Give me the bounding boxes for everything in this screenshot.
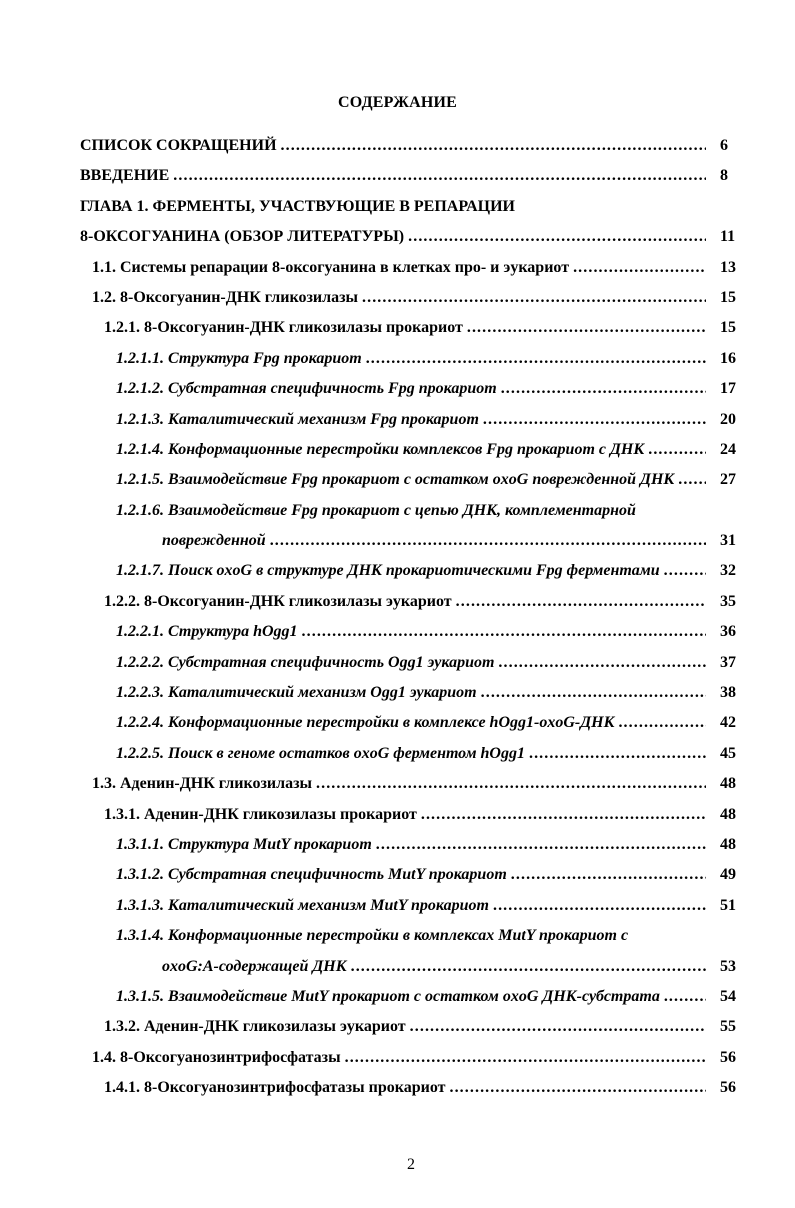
toc-entry xyxy=(92,283,740,313)
toc-page-number: 15 xyxy=(720,319,736,337)
dot-leader xyxy=(410,1012,706,1042)
toc-entry-text: 1.3.1.4. Конформационные перестройки в комплексах MutY прокариот с xyxy=(116,927,629,945)
toc-page-number: 48 xyxy=(720,805,736,823)
dot-leader xyxy=(511,860,706,890)
toc-entry-text: 1.3.1.3. Каталитический механизм MutY прокариот xyxy=(116,896,489,914)
toc-page-number: 48 xyxy=(720,775,736,793)
toc-entry xyxy=(116,739,740,769)
toc-entry-text: 1.2.1.2. Субстратная специфичность Fpg прокариот xyxy=(116,380,497,398)
toc-entry-text: 1.3.1.1. Структура MutY прокариот xyxy=(116,835,372,853)
page-title: СОДЕРЖАНИЕ xyxy=(337,94,458,111)
toc-entry xyxy=(116,648,740,678)
toc-entry xyxy=(80,131,740,161)
toc-entry xyxy=(104,800,740,830)
dot-leader xyxy=(421,800,706,830)
dot-leader xyxy=(302,617,706,647)
toc-page-number: 16 xyxy=(720,349,736,367)
dot-leader xyxy=(281,131,706,161)
dot-leader xyxy=(501,374,706,404)
toc-entry xyxy=(116,921,740,951)
toc-page-number: 27 xyxy=(720,471,736,489)
toc-page-number: 55 xyxy=(720,1018,736,1036)
toc-entry-text: 1.2.1.1. Структура Fpg прокариот xyxy=(116,349,362,367)
dot-leader xyxy=(351,952,706,982)
toc-entry xyxy=(116,830,740,860)
toc-entry xyxy=(80,161,740,191)
dot-leader xyxy=(467,313,706,343)
toc-page-number: 35 xyxy=(720,592,736,610)
toc-entry-text: 1.4.1. 8-Оксогуанозинтрифосфатазы прокариот xyxy=(104,1079,446,1097)
toc-page-number: 45 xyxy=(720,744,736,762)
dot-leader xyxy=(573,253,706,283)
toc-entry xyxy=(116,435,740,465)
toc-page-number: 15 xyxy=(720,288,736,306)
dot-leader xyxy=(483,405,706,435)
toc-entry-text: поврежденной xyxy=(162,532,266,550)
dot-leader xyxy=(173,161,706,191)
toc-page-number: 48 xyxy=(720,835,736,853)
toc-entry-text: 1.3.2. Аденин-ДНК гликозилазы эукариот xyxy=(104,1018,406,1036)
dot-leader xyxy=(648,435,706,465)
dot-leader xyxy=(345,1043,706,1073)
toc-entry-text: 1.2.2.2. Субстратная специфичность Ogg1 эукариот xyxy=(116,653,495,671)
toc-entry-text: 1.2.2. 8-Оксогуанин-ДНК гликозилазы эукариот xyxy=(104,592,452,610)
toc-entry-text: 1.1. Системы репарации 8-оксогуанина в клетках про- и эукариот xyxy=(92,258,570,276)
toc-entry xyxy=(116,344,740,374)
dot-leader xyxy=(456,587,706,617)
toc-page-number: 51 xyxy=(720,896,736,914)
toc-entry-text: 1.2.2.5. Поиск в геноме остатков oxoG ферментом hOgg1 xyxy=(116,744,525,762)
toc-page-number: 32 xyxy=(720,562,736,580)
toc-entry-text: 1.2.1.7. Поиск oxoG в структуре ДНК прокариотическими Fpg ферментами xyxy=(116,562,660,580)
toc-entry-text: СПИСОК СОКРАЩЕНИЙ xyxy=(80,137,277,154)
toc-page-number: 24 xyxy=(720,440,736,458)
toc-page-number: 56 xyxy=(720,1079,736,1097)
toc-page-number: 20 xyxy=(720,410,736,428)
toc-entry-text: 1.2. 8-Оксогуанин-ДНК гликозилазы xyxy=(92,288,358,306)
toc-entry-text: 1.2.2.4. Конформационные перестройки в комплексе hOgg1-oxoG-ДНК xyxy=(116,714,615,732)
toc-page-number: 54 xyxy=(720,987,736,1005)
toc-entry xyxy=(116,617,740,647)
dot-leader xyxy=(664,556,706,586)
toc-entry-text: 1.2.1. 8-Оксогуанин-ДНК гликозилазы прокариот xyxy=(104,319,463,337)
table-of-contents xyxy=(0,131,795,1104)
toc-page-number: 36 xyxy=(720,623,736,641)
toc-entry xyxy=(116,982,740,1012)
toc-entry-text: 1.4. 8-Оксогуанозинтрифосфатазы xyxy=(92,1048,341,1066)
toc-entry-text: 1.2.1.5. Взаимодействие Fpg прокариот с остатком oxoG поврежденной ДНК xyxy=(116,471,675,489)
dot-leader xyxy=(270,526,706,556)
toc-entry xyxy=(116,374,740,404)
page-number: 2 xyxy=(407,1156,415,1173)
toc-entry-text: ГЛАВА 1. ФЕРМЕНТЫ, УЧАСТВУЮЩИЕ В РЕПАРАЦИИ xyxy=(80,197,515,215)
dot-leader xyxy=(481,678,706,708)
toc-page-number: 37 xyxy=(720,653,736,671)
dot-leader xyxy=(664,982,706,1012)
toc-entry xyxy=(92,253,740,283)
dot-leader xyxy=(449,1073,706,1103)
toc-entry-text: 1.3.1. Аденин-ДНК гликозилазы прокариот xyxy=(104,805,417,823)
toc-entry xyxy=(162,952,740,982)
dot-leader xyxy=(408,222,706,252)
toc-entry xyxy=(116,678,740,708)
toc-page-number: 42 xyxy=(720,714,736,732)
toc-entry xyxy=(116,891,740,921)
toc-entry xyxy=(92,769,740,799)
dot-leader xyxy=(366,344,706,374)
toc-page-number: 56 xyxy=(720,1048,736,1066)
toc-entry xyxy=(116,708,740,738)
dot-leader xyxy=(316,769,706,799)
toc-page-number: 8 xyxy=(720,167,728,185)
toc-entry-text: oxoG:A-содержащей ДНК xyxy=(162,957,347,975)
dot-leader xyxy=(529,739,706,769)
dot-leader xyxy=(618,708,706,738)
toc-entry-text: 1.3.1.2. Субстратная специфичность MutY прокариот xyxy=(116,866,507,884)
toc-page-number: 13 xyxy=(720,258,736,276)
toc-entry xyxy=(104,587,740,617)
dot-leader xyxy=(493,891,706,921)
toc-page-number: 31 xyxy=(720,532,736,550)
toc-entry xyxy=(116,556,740,586)
toc-entry-text: 1.2.1.6. Взаимодействие Fpg прокариот с цепью ДНК, комплементарной xyxy=(116,501,636,519)
toc-entry xyxy=(116,465,740,495)
toc-entry-text: 1.2.1.4. Конформационные перестройки комплексов Fpg прокариот с ДНК xyxy=(116,440,645,458)
toc-entry xyxy=(162,526,740,556)
toc-entry xyxy=(116,405,740,435)
toc-page-number: 17 xyxy=(720,380,736,398)
toc-entry-text: 1.3.1.5. Взаимодействие MutY прокариот с остатком oxoG ДНК-субстрата xyxy=(116,987,660,1005)
toc-page-number: 11 xyxy=(720,228,736,246)
toc-page-number: 49 xyxy=(720,866,736,884)
toc-page-number: 53 xyxy=(720,957,736,975)
toc-page-number: 6 xyxy=(720,137,728,154)
toc-entry-text: 1.2.2.3. Каталитический механизм Ogg1 эукариот xyxy=(116,684,477,702)
toc-entry xyxy=(104,1073,740,1103)
dot-leader xyxy=(498,648,706,678)
toc-entry xyxy=(104,313,740,343)
toc-entry-text: 8-ОКСОГУАНИНА (ОБЗОР ЛИТЕРАТУРЫ) xyxy=(80,228,405,246)
toc-entry-text: 1.2.2.1. Структура hOgg1 xyxy=(116,623,298,641)
toc-entry xyxy=(92,1043,740,1073)
dot-leader xyxy=(678,465,706,495)
toc-page-number: 38 xyxy=(720,684,736,702)
toc-entry-text: ВВЕДЕНИЕ xyxy=(80,167,170,185)
toc-entry xyxy=(104,1012,740,1042)
toc-entry xyxy=(116,860,740,890)
toc-entry xyxy=(80,222,740,252)
dot-leader xyxy=(376,830,706,860)
toc-entry-text: 1.2.1.3. Каталитический механизм Fpg прокариот xyxy=(116,410,479,428)
toc-entry xyxy=(116,496,740,526)
toc-entry-text: 1.3. Аденин-ДНК гликозилазы xyxy=(92,775,312,793)
toc-entry xyxy=(80,192,740,222)
dot-leader xyxy=(362,283,706,313)
